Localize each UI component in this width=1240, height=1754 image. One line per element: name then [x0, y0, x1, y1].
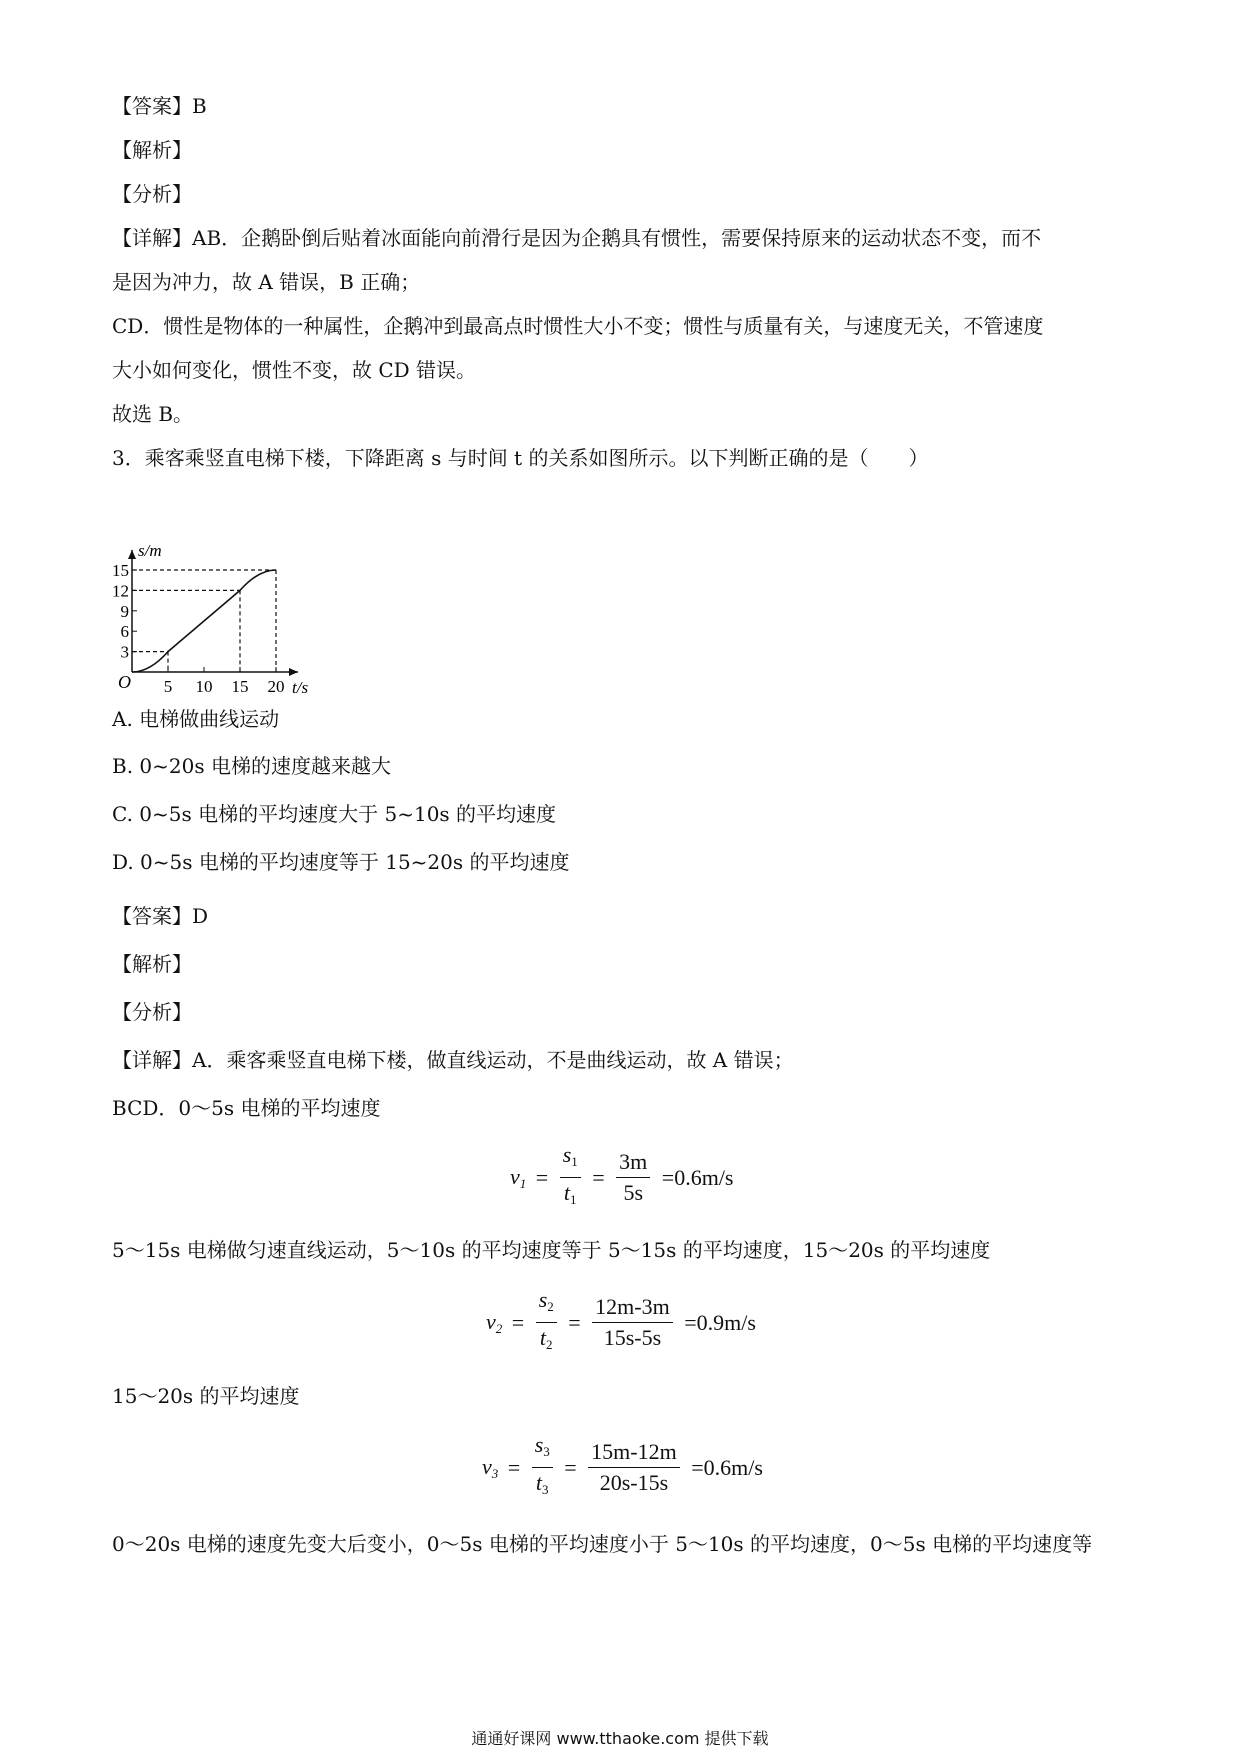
- q3-detail-line-5: 0～20s 电梯的速度先变大后变小，0～5s 电梯的平均速度小于 5～10s 的平均速度，0～5s 电梯的平均速度等: [112, 1532, 1093, 1556]
- prev-detail-line-1: 【详解】AB．企鹅卧倒后贴着冰面能向前滑行是因为企鹅具有惯性，需要保持原来的运动状态不变，而不: [112, 226, 1042, 250]
- x-tick-label: 15: [231, 677, 249, 696]
- option-d: D. 0~5s 电梯的平均速度等于 15~20s 的平均速度: [112, 850, 570, 874]
- formula-v3: $v_3$ = $\frac{s_3}{t_3}$ = $\frac{15m-12m}{20s-15s}$ =0.6m/s: [482, 1432, 763, 1497]
- distance-time-curve: [132, 570, 276, 672]
- q3-detail-line-2: BCD．0～5s 电梯的平均速度: [112, 1096, 381, 1120]
- formula-v1: $v_1$ = $\frac{s_1}{t_1}$ = $\frac{3m}{5s}$ =0.6m/s: [510, 1142, 734, 1207]
- question-3-stem: 3．乘客乘竖直电梯下楼，下降距离 s 与时间 t 的关系如图所示。以下判断正确的是（ ）: [112, 446, 929, 470]
- prev-detail-line-3: CD．惯性是物体的一种属性，企鹅冲到最高点时惯性大小不变；惯性与质量有关，与速度无关，不管速度: [112, 314, 1044, 338]
- q3-detail-line-3: 5～15s 电梯做匀速直线运动，5～10s 的平均速度等于 5～15s 的平均速度，15～20s 的平均速度: [112, 1238, 991, 1262]
- q3-answer: 【答案】D: [112, 904, 209, 928]
- x-tick-label: 5: [163, 677, 173, 696]
- x-tick-label: 20: [267, 677, 285, 696]
- footer-watermark: 通通好课网 www.tthaoke.com 提供下载: [471, 1729, 769, 1748]
- x-axis-arrow: [289, 668, 298, 676]
- y-tick-label: 9: [120, 601, 129, 621]
- prev-fenxi-heading: 【分析】: [112, 182, 192, 206]
- prev-detail-line-4: 大小如何变化，惯性不变，故 CD 错误。: [112, 358, 477, 382]
- s-t-graph: [112, 530, 352, 700]
- option-a: A. 电梯做曲线运动: [112, 707, 280, 731]
- prev-detail-line-2: 是因为冲力，故 A 错误，B 正确；: [112, 270, 421, 294]
- option-b: B. 0~20s 电梯的速度越来越大: [112, 754, 391, 778]
- y-tick-label: 15: [112, 561, 129, 580]
- y-tick-label: 12: [112, 581, 129, 601]
- origin-label: O: [118, 672, 131, 692]
- q3-detail-line-1: 【详解】A．乘客乘竖直电梯下楼，做直线运动，不是曲线运动，故 A 错误；: [112, 1048, 794, 1072]
- prev-analysis-heading: 【解析】: [112, 138, 192, 162]
- x-axis-label: t/s: [292, 678, 309, 697]
- y-tick-label: 3: [120, 642, 129, 662]
- y-tick-label: 6: [120, 622, 129, 642]
- q3-detail-line-4: 15～20s 的平均速度: [112, 1384, 300, 1408]
- y-axis-label: s/m: [138, 541, 162, 560]
- y-axis-arrow: [128, 550, 136, 559]
- q3-fenxi-heading: 【分析】: [112, 1000, 192, 1024]
- prev-answer: 【答案】B: [112, 94, 207, 118]
- prev-conclusion: 故选 B。: [112, 402, 194, 426]
- formula-v2: $v_2$ = $\frac{s_2}{t_2}$ = $\frac{12m-3m}{15s-5s}$ =0.9m/s: [486, 1287, 756, 1352]
- x-tick-label: 10: [195, 677, 213, 696]
- option-c: C. 0~5s 电梯的平均速度大于 5~10s 的平均速度: [112, 802, 557, 826]
- q3-analysis-heading: 【解析】: [112, 952, 192, 976]
